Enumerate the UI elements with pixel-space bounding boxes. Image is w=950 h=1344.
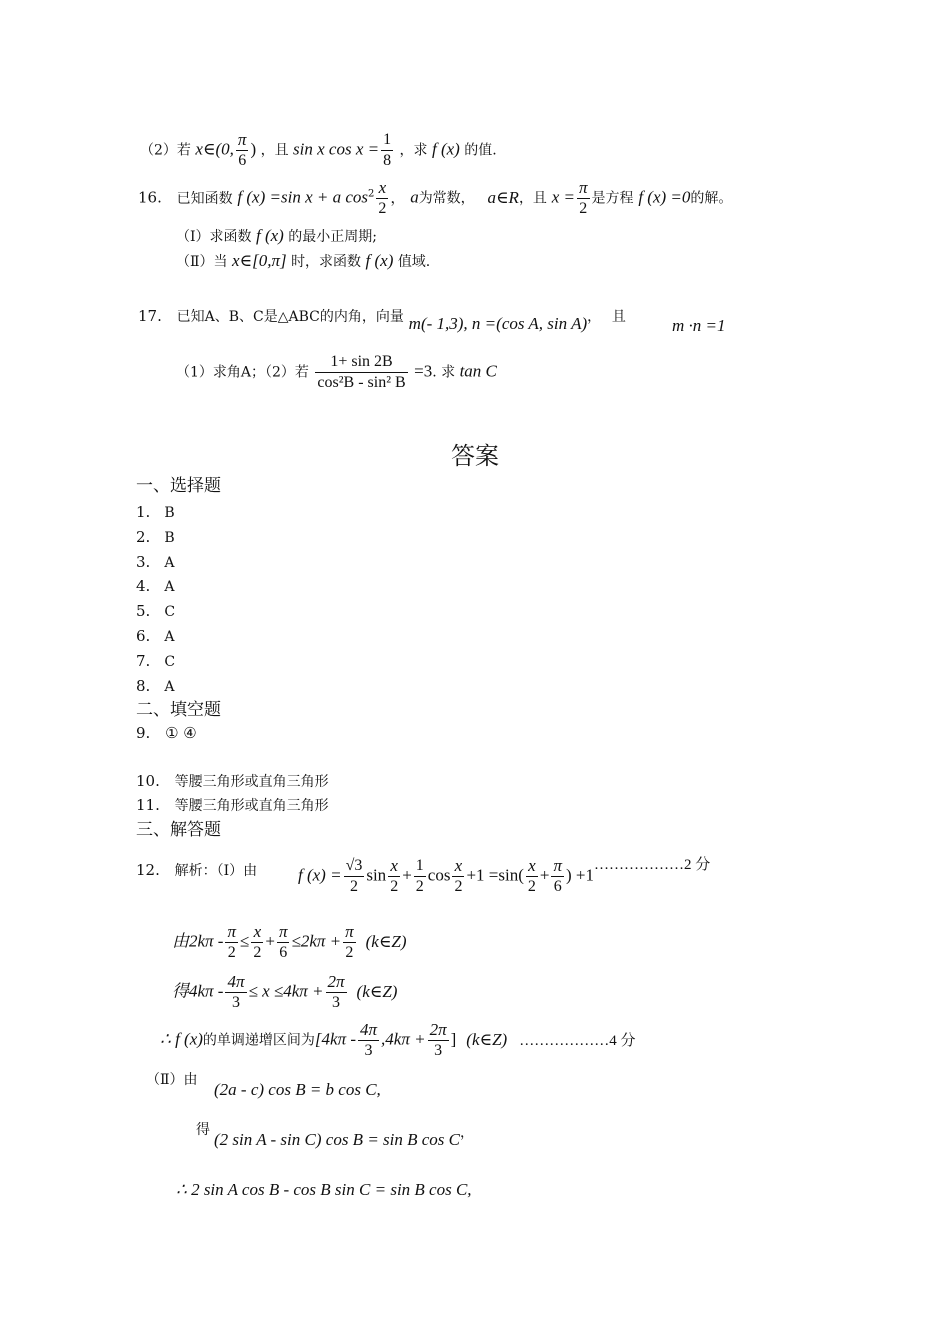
solution-12-de: 得	[196, 1122, 210, 1138]
choice-number: 5.	[136, 602, 151, 621]
solution-12-ineq1: 由2kπ - $\frac{\pi}{2}$ ≤ $\frac{x}{2}$ + $\frac{\pi}{6}$ ≤2kπ + $\frac{\pi}{2}$ (k∈Z)	[172, 922, 407, 961]
solution-12-eq-a: (2a - c) cos B = b cos C,	[214, 1080, 381, 1099]
choice-letter: A	[164, 678, 175, 695]
solution-12-eq-b: (2 sin A - sin C) cos B = sin B cos C，	[214, 1125, 475, 1149]
choice-answer-row	[136, 626, 174, 647]
q17-part1: （1）求角A；（2）若 $\frac{1+ \sin 2B}{\text{cos²B - sin² B}}$ =3. 求 tan C	[176, 353, 497, 391]
q17-vectors: m(- 1,3), n =(cos A, sin A)	[408, 314, 588, 333]
solution-12-intro: 12. 解析：（Ⅰ）由	[136, 861, 258, 879]
q15-part2-line: （2）若 x∈(0, $\frac{\pi}{6}$ ) ，且 sin x cos x = $\frac{1}{8}$ ，求 f (x) 的值.	[140, 130, 497, 169]
choice-answer-row	[136, 651, 175, 672]
choice-answer-row	[136, 576, 174, 597]
q17-line: 17. 已知A、B、C是△ABC的内角，向量 m(- 1,3), n =(cos A, sin A)， 且	[138, 307, 626, 333]
choice-number: 2.	[136, 527, 151, 546]
choice-answer-row	[136, 552, 174, 573]
q16-part1: （Ⅰ）求函数 f (x) 的最小正周期;	[176, 226, 377, 245]
choice-answer-row	[136, 527, 175, 548]
score-4: ………………4 分	[519, 1032, 636, 1049]
q16-x-over-2: $\frac{x}{2}$	[378, 178, 387, 217]
section-solution: 三、解答题	[136, 820, 221, 840]
q15-pi-over-6: $\frac{\pi}{6}$	[237, 130, 247, 169]
solution-12-interval: ∴ f (x)的单调递增区间为[4kπ - $\frac{4\pi}{3}$ ,4kπ + $\frac{2\pi}{3}$ ] (k∈Z) ………………4 分	[160, 1020, 636, 1059]
q15-prefix: （2）若	[140, 142, 191, 159]
fill-answer-10: 10. 等腰三角形或直角三角形	[136, 772, 329, 790]
solution-12-ineq2: 得4kπ - $\frac{4\pi}{3}$ ≤ x ≤4kπ + $\frac{2\pi}{3}$ (k∈Z)	[172, 972, 398, 1011]
q15-x-in: x∈(0,	[195, 139, 234, 159]
choice-answer-row	[136, 601, 175, 622]
q16-number: 16.	[138, 188, 162, 207]
choice-number: 4.	[136, 577, 151, 596]
fill-answer-9: 9. ① ④	[136, 724, 197, 742]
choice-number: 8.	[136, 676, 151, 695]
q16-pi-over-2: $\frac{\pi}{2}$	[579, 178, 588, 217]
choice-letter: A	[164, 579, 175, 596]
choice-number: 7.	[136, 651, 151, 670]
choice-number: 6.	[136, 627, 151, 645]
choice-number: 3.	[136, 552, 151, 571]
q16-part2: （Ⅱ）当 x∈[0,π] 时，求函数 f (x) 值域.	[176, 251, 431, 270]
q16-line: 16. 已知函数 f (x) =sin x + a $\cos^2$ $\frac{x}{2}$ ， a为常数， a∈R，且 x = $\frac{\pi}{2}$ 是方程 f (x) =0的解。	[138, 178, 733, 217]
choice-letter: C	[164, 653, 176, 670]
solution-12-formula: f (x) = $\frac{√3}{2}$ sin $\frac{x}{2}$ + $\frac{1}{2}$ cos $\frac{x}{2}$ +1 =sin( $\frac{x}{2}$ + $\frac{\pi}{6}$ ) +1………………2 分	[298, 856, 711, 895]
choice-number: 1.	[136, 503, 151, 521]
choice-answer-row	[136, 502, 175, 523]
q16-function: f (x) =sin x + a cos	[237, 187, 369, 207]
solution-12-part2-label: （Ⅱ）由	[146, 1072, 198, 1088]
answers-title: 答案	[451, 442, 499, 470]
choice-letter: A	[164, 629, 175, 645]
choice-letter: C	[164, 604, 176, 621]
choice-letter: B	[164, 529, 175, 546]
q15-one-eighth: $\frac{1}{8}$	[383, 131, 392, 169]
score-2: ………………2 分	[594, 856, 711, 873]
section-choice: 一、选择题	[136, 476, 221, 496]
choice-answer-row	[136, 676, 174, 697]
fill-answer-11: 11. 等腰三角形或直角三角形	[136, 796, 329, 814]
section-fill: 二、填空题	[136, 700, 221, 720]
q17-fraction: $\frac{1+ \sin 2B}{\text{cos²B - sin² B}}$	[317, 353, 406, 391]
q15-sinxcosx: sin x cos x =	[293, 139, 380, 159]
solution-12-eq-c: ∴ 2 sin A cos B - cos B sin C = sin B cos C,	[176, 1180, 472, 1199]
choice-letter: B	[164, 505, 175, 521]
q17-number: 17.	[138, 307, 162, 325]
choice-letter: A	[164, 554, 175, 571]
q17-dot-product: m ·n =1	[672, 316, 726, 335]
